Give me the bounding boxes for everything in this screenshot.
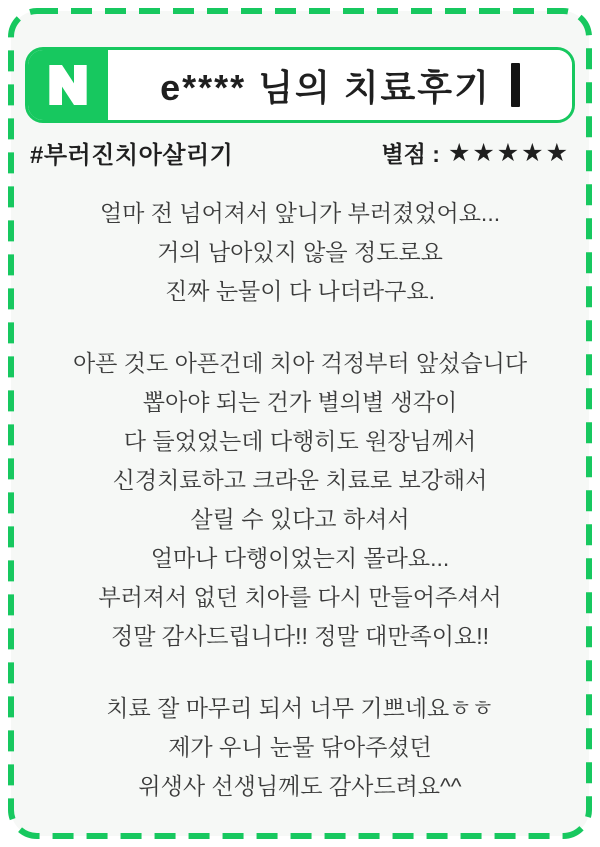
review-line: 얼마 전 넘어져서 앞니가 부러졌었어요... (99, 200, 501, 226)
review-line: 살릴 수 있다고 하셔서 (190, 506, 410, 532)
review-line: 신경치료하고 크라운 치료로 보강해서 (112, 467, 488, 493)
review-line: 제가 우니 눈물 닦아주셨던 (168, 734, 432, 760)
hashtag-link[interactable]: #부러진치아살리기 (30, 142, 234, 169)
review-line: 아픈 것도 아픈건데 치아 걱정부터 앞섰습니다 (72, 350, 528, 376)
naver-logo (28, 50, 108, 120)
meta-row (25, 135, 575, 170)
review-paragraph (25, 194, 575, 311)
review-line: 얼마나 다행이었는지 몰라요... (150, 545, 450, 571)
review-paragraph (25, 689, 575, 806)
review-line: 부러져서 없던 치아를 다시 만들어주셔서 (98, 584, 502, 610)
naver-n-icon (49, 65, 87, 105)
review-line: 치료 잘 마무리 되서 너무 기쁘네요ㅎㅎ (106, 695, 494, 721)
rating-label: 별점 : (381, 141, 440, 167)
review-title: e**** 님의 치료후기 (160, 66, 491, 108)
text-cursor-icon (511, 63, 520, 107)
review-body (25, 194, 575, 806)
review-paragraph (25, 344, 575, 656)
search-bar[interactable] (25, 47, 575, 123)
review-line: 다 들었었는데 다행히도 원장님께서 (123, 428, 477, 454)
star-icons: ★★★★★ (447, 138, 570, 167)
card-content (11, 11, 589, 836)
review-line: 뽑아야 되는 건가 별의별 생각이 (142, 389, 458, 415)
review-line: 진짜 눈물이 다 나더라구요. (165, 278, 435, 304)
review-line: 정말 감사드립니다!! 정말 대만족이요!! (110, 623, 489, 649)
star-rating (381, 136, 570, 169)
search-input-area[interactable] (108, 50, 572, 120)
review-line: 거의 남아있지 않을 정도로요 (157, 239, 443, 265)
review-line: 위생사 선생님께도 감사드려요^^ (138, 773, 462, 799)
